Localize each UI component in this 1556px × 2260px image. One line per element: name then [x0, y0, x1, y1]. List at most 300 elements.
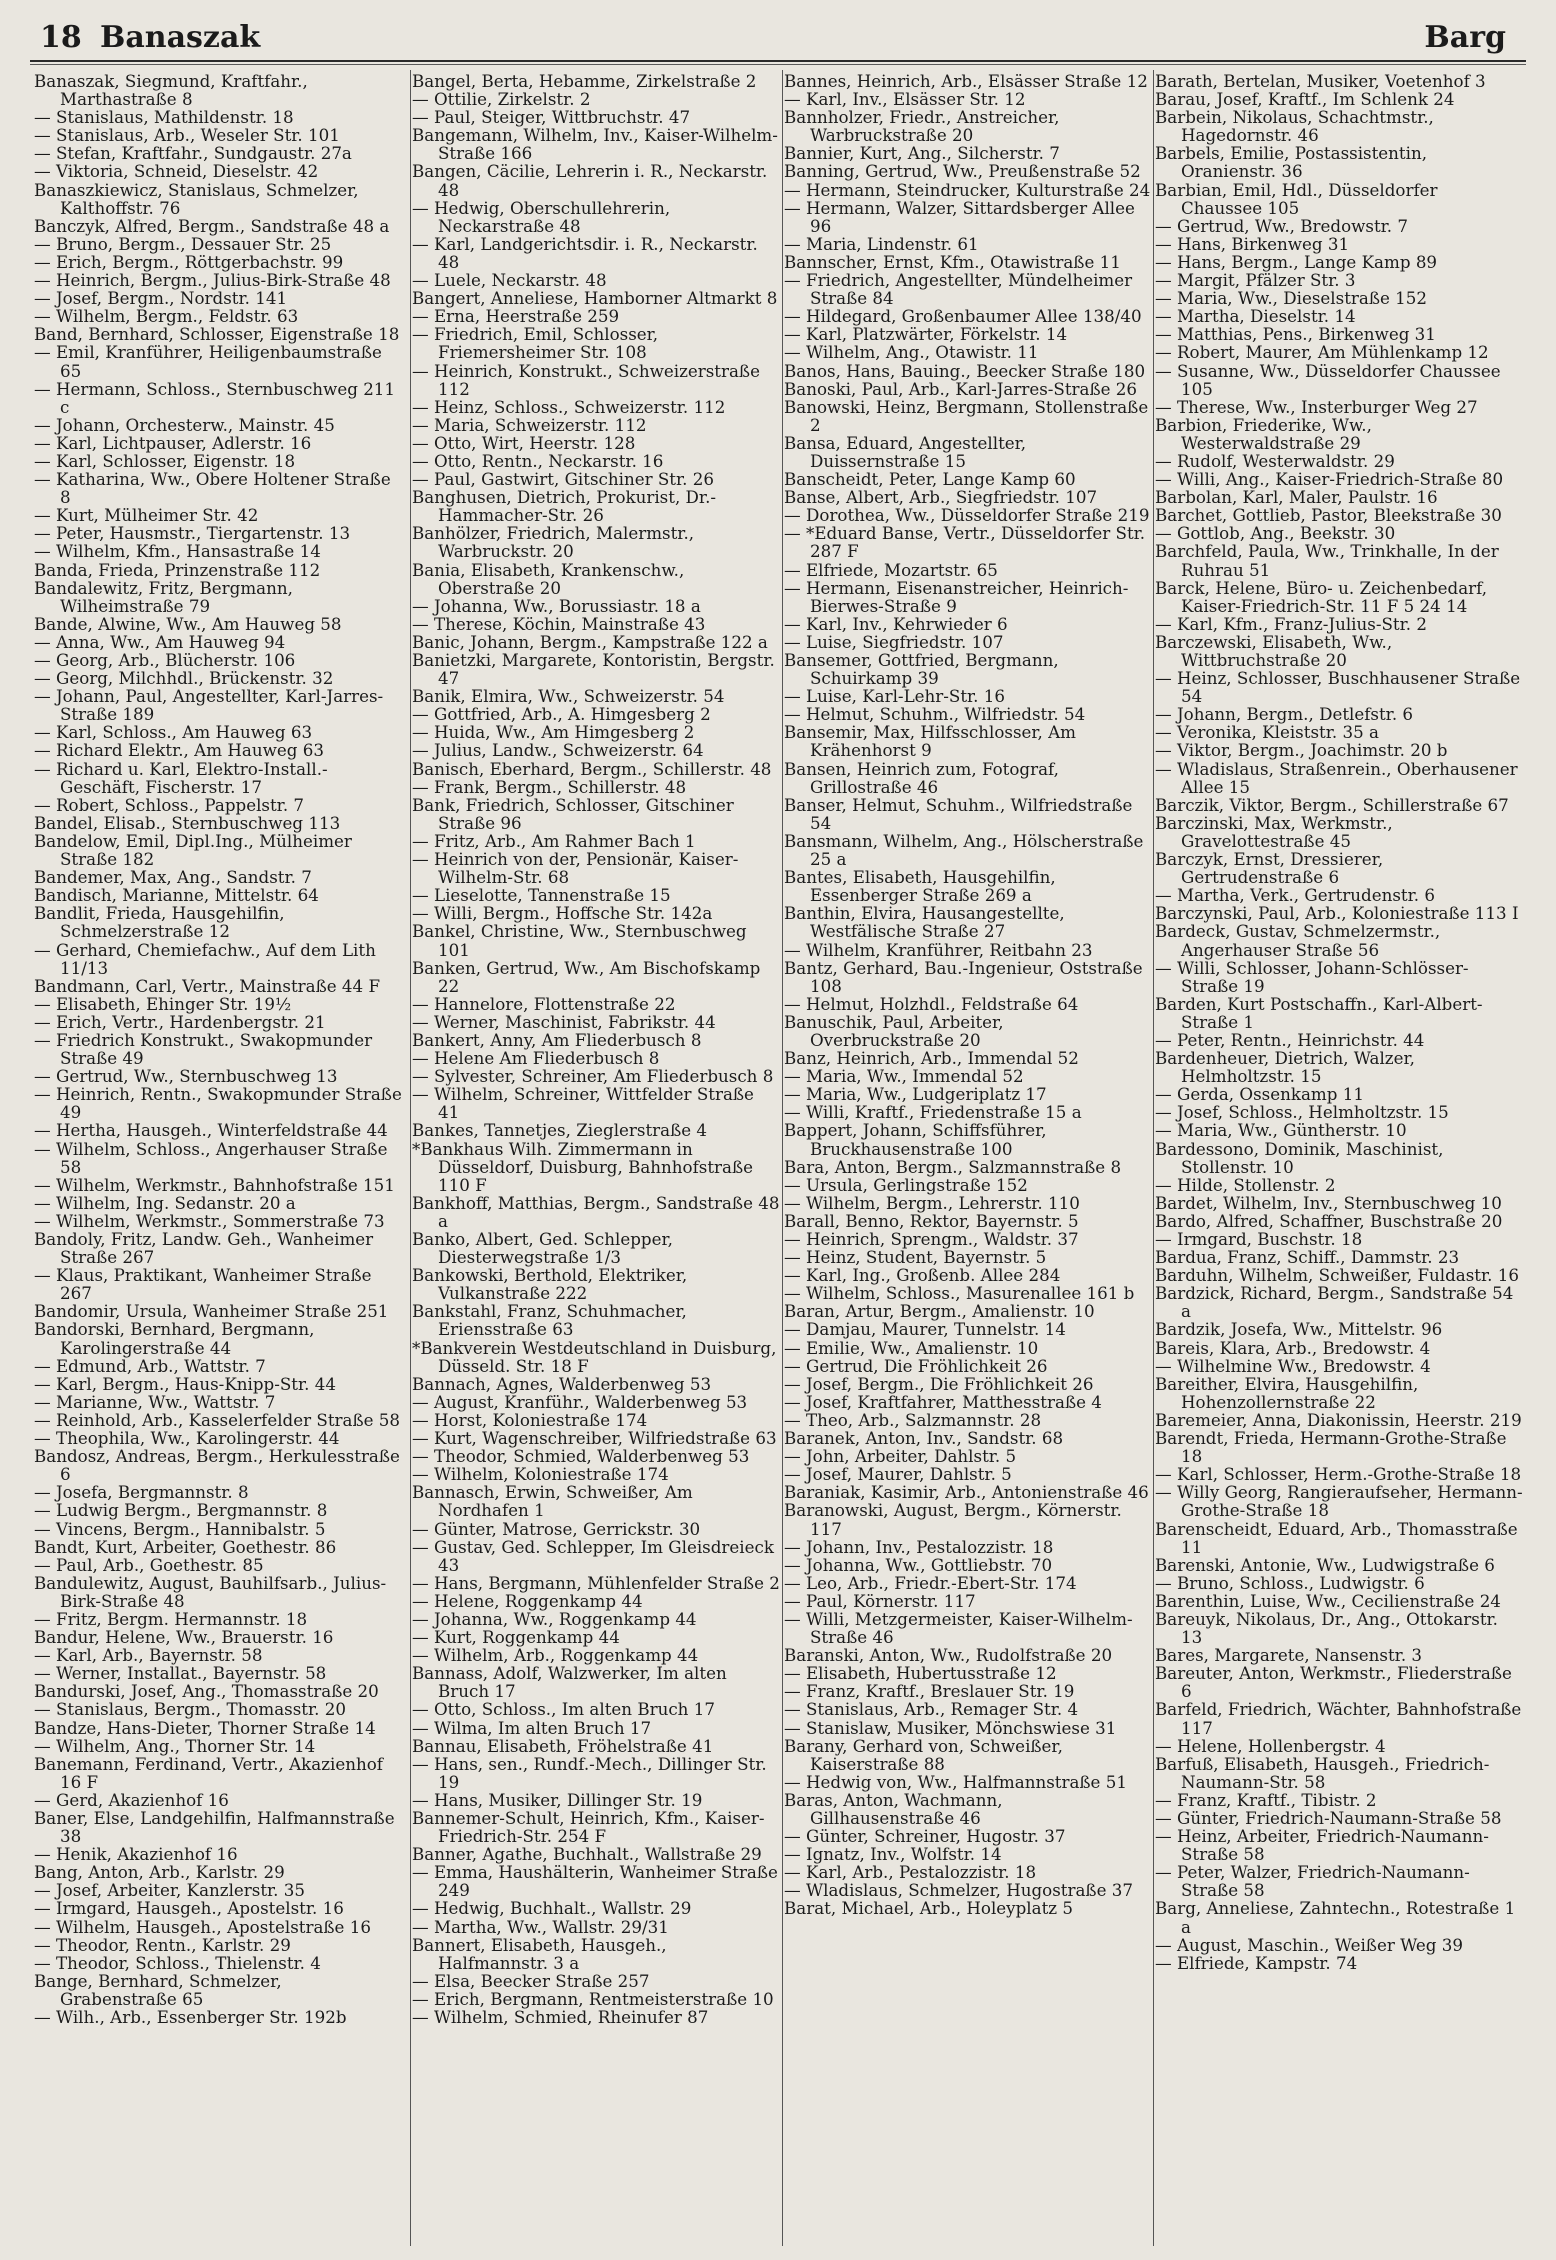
directory-entry: Bannscher, Ernst, Kfm., Otawistraße 11 — [784, 251, 1121, 272]
directory-entry: — Georg, Arb., Blücherstr. 106 — [34, 650, 296, 670]
directory-entry: — Maria, Ww., Dieselstraße 152 — [1155, 288, 1428, 309]
directory-entry: — Johanna, Ww., Roggenkamp 44 — [412, 1608, 697, 1629]
directory-entry: — *Eduard Banse, Vertr., Düsseldorfer Str. 287 F — [784, 523, 1146, 562]
directory-entry: Barbein, Nikolaus, Schachtmstr., Hagedornstr. 46 — [1155, 107, 1434, 146]
directory-entry: — Josef, Kraftfahrer, Matthesstraße 4 — [784, 1391, 1102, 1412]
directory-entry: Bankhoff, Matthias, Bergm., Sandstraße 48 a — [412, 1192, 780, 1231]
directory-entry: — Wilhelm, Arb., Roggenkamp 44 — [412, 1645, 699, 1666]
directory-entry: — Erich, Vertr., Hardenbergstr. 21 — [34, 1011, 326, 1032]
directory-entry: — Peter, Walzer, Friedrich-Naumann-Straße 58 — [1155, 1862, 1470, 1901]
directory-entry: Banos, Hans, Bauing., Beecker Straße 180 — [784, 360, 1146, 381]
directory-entry: — Kurt, Roggenkamp 44 — [412, 1627, 620, 1648]
directory-entry: — Willi, Ang., Kaiser-Friedrich-Straße 80 — [1155, 469, 1504, 490]
directory-entry: Banhölzer, Friedrich, Malermstr., Warbruckstr. 20 — [412, 523, 695, 562]
directory-entry: — Lieselotte, Tannenstraße 15 — [412, 885, 671, 906]
directory-entry: — Viktor, Bergm., Joachimstr. 20 b — [1155, 740, 1448, 761]
directory-entry: — Robert, Schloss., Pappelstr. 7 — [34, 794, 305, 815]
directory-entry: — Wilhelm, Hausgeh., Apostelstraße 16 — [34, 1916, 371, 1937]
directory-entry: Banning, Gertrud, Ww., Preußenstraße 52 — [784, 161, 1141, 182]
directory-entry: Bangert, Anneliese, Hamborner Altmarkt 8 — [412, 288, 778, 309]
directory-entry: — Josefa, Bergmannstr. 8 — [34, 1482, 249, 1503]
directory-entry: Bardua, Franz, Schiff., Dammstr. 23 — [1155, 1247, 1460, 1268]
directory-entry: — Viktoria, Schneid, Dieselstr. 42 — [34, 161, 319, 182]
directory-entry: Bandurski, Josef, Ang., Thomasstraße 20 — [34, 1681, 379, 1702]
directory-entry: — Erna, Heerstraße 259 — [412, 306, 620, 327]
directory-entry: — Paul, Körnerstr. 117 — [784, 1590, 976, 1611]
directory-entry: — Luise, Karl-Lehr-Str. 16 — [784, 686, 1006, 707]
directory-entry: Band, Bernhard, Schlosser, Eigenstraße 18 — [34, 324, 400, 345]
directory-entry: — Therese, Ww., Insterburger Weg 27 — [1155, 396, 1478, 417]
directory-entry: Bannholzer, Friedr., Anstreicher, Warbruckstraße 20 — [784, 107, 1060, 146]
directory-entry: Bantes, Elisabeth, Hausgehilfin, Essenberger Straße 269 a — [784, 867, 1056, 906]
directory-entry: *Bankverein Westdeutschland in Duisburg, Düsseld. Str. 18 F — [412, 1337, 777, 1376]
directory-entry: — Gertrud, Ww., Sternbuschweg 13 — [34, 1066, 338, 1087]
directory-entry: — Hermann, Steindrucker, Kulturstraße 24 — [784, 179, 1151, 200]
directory-entry: Bappert, Johann, Schiffsführer, Bruckhausenstraße 100 — [784, 1120, 1047, 1159]
directory-entry: — Luele, Neckarstr. 48 — [412, 270, 607, 291]
directory-entry: Bansmann, Wilhelm, Ang., Hölscherstraße 25 a — [784, 830, 1144, 870]
directory-entry: — Theodor, Schloss., Thielenstr. 4 — [34, 1952, 321, 1973]
directory-entry: Bara, Anton, Bergm., Salzmannstraße 8 — [784, 1156, 1122, 1177]
directory-entry: Barau, Josef, Kraftf., Im Schlenk 24 — [1155, 89, 1455, 110]
directory-entry: — Hedwig von, Ww., Halfmannstraße 51 — [784, 1771, 1127, 1792]
directory-entry: Barall, Benno, Rektor, Bayernstr. 5 — [784, 1210, 1079, 1231]
directory-entry: Bandze, Hans-Dieter, Thorner Straße 14 — [34, 1717, 376, 1738]
directory-entry: — Leo, Arb., Friedr.-Ebert-Str. 174 — [784, 1572, 1077, 1593]
directory-entry: Banser, Helmut, Schuhm., Wilfriedstraße 54 — [784, 794, 1133, 833]
directory-entry: Bares, Margarete, Nansenstr. 3 — [1155, 1645, 1423, 1666]
directory-entry: — Wilhelm, Kranführer, Reitbahn 23 — [784, 939, 1093, 960]
directory-entry: — Helmut, Holzhdl., Feldstraße 64 — [784, 993, 1079, 1014]
right-running-head: Barg — [1424, 20, 1506, 55]
directory-entry: — Josef, Bergm., Die Fröhlichkeit 26 — [784, 1373, 1094, 1394]
directory-entry: — Günter, Schreiner, Hugostr. 37 — [784, 1826, 1066, 1847]
directory-entry: Barany, Gerhard von, Schweißer, Kaiserstraße 88 — [784, 1735, 1063, 1774]
directory-entry: — Elsa, Beecker Straße 257 — [412, 1970, 650, 1991]
directory-entry: — Emil, Kranführer, Heiligenbaumstraße 65 — [34, 342, 382, 381]
directory-entry: — Paul, Gastwirt, Gitschiner Str. 26 — [412, 469, 714, 490]
directory-entry: Bandomir, Ursula, Wanheimer Straße 251 — [34, 1301, 389, 1322]
directory-entry: — Gerd, Akazienhof 16 — [34, 1789, 229, 1810]
directory-entry: — Theodor, Rentn., Karlstr. 29 — [34, 1934, 291, 1955]
directory-entry: — Willy Georg, Rangieraufseher, Hermann-Grothe-Straße 18 — [1155, 1482, 1523, 1521]
directory-entry: Bankert, Anny, Am Fliederbusch 8 — [412, 1029, 702, 1050]
directory-entry: — Willi, Metzgermeister, Kaiser-Wilhelm-Straße 46 — [784, 1608, 1133, 1648]
directory-entry: — Vincens, Bergm., Hannibalstr. 5 — [34, 1518, 326, 1539]
directory-entry: — Willi, Schlosser, Johann-Schlösser-Straße 19 — [1155, 957, 1469, 996]
directory-entry: — Karl, Schlosser, Eigenstr. 18 — [34, 450, 296, 471]
directory-entry: — Karl, Kfm., Franz-Julius-Str. 2 — [1155, 613, 1427, 634]
directory-entry: Baraniak, Kasimir, Arb., Antonienstraße 46 — [784, 1482, 1149, 1503]
directory-entry: *Bankhaus Wilh. Zimmermann in Düsseldorf, Duisburg, Bahnhofstraße 110 F — [412, 1138, 753, 1195]
directory-entry: — Anna, Ww., Am Hauweg 94 — [34, 631, 286, 652]
directory-entry: — Susanne, Ww., Düsseldorfer Chaussee 105 — [1155, 360, 1501, 399]
directory-entry: — John, Arbeiter, Dahlstr. 5 — [784, 1446, 1017, 1467]
directory-entry: Bareis, Klara, Arb., Bredowstr. 4 — [1155, 1337, 1431, 1358]
directory-entry: Baran, Artur, Bergm., Amalienstr. 10 — [784, 1301, 1095, 1322]
directory-entry: — Hermann, Walzer, Sittardsberger Allee 96 — [784, 197, 1135, 236]
directory-entry: — Karl, Arb., Pestalozzistr. 18 — [784, 1862, 1037, 1883]
directory-entry: — Fritz, Bergm. Hermannstr. 18 — [34, 1608, 308, 1629]
directory-entry: — Wilhelm, Bergm., Feldstr. 63 — [34, 306, 299, 327]
directory-entry: — Gertrud, Ww., Bredowstr. 7 — [1155, 215, 1409, 236]
directory-entry: — Georg, Milchhdl., Brückenstr. 32 — [34, 668, 334, 689]
directory-entry: Banowski, Heinz, Bergmann, Stollenstraße 2 — [784, 396, 1149, 435]
directory-entry: Barbian, Emil, Hdl., Düsseldorfer Chaussee 105 — [1155, 179, 1438, 218]
directory-entry: — Theo, Arb., Salzmannstr. 28 — [784, 1409, 1042, 1430]
directory-entry: — Therese, Köchin, Mainstraße 43 — [412, 613, 706, 634]
directory-entry: — Karl, Inv., Elsässer Str. 12 — [784, 89, 1026, 110]
directory-entry: Baranek, Anton, Inv., Sandstr. 68 — [784, 1428, 1064, 1449]
directory-entry: Bannasch, Erwin, Schweißer, Am Nordhafen 1 — [412, 1482, 693, 1521]
directory-entry: Bandisch, Marianne, Mittelstr. 64 — [34, 885, 319, 906]
directory-entry: Banczyk, Alfred, Bergm., Sandstraße 48 a — [34, 215, 390, 236]
directory-entry: — Theophila, Ww., Karolingerstr. 44 — [34, 1428, 340, 1449]
directory-entry: — Kurt, Mülheimer Str. 42 — [34, 505, 259, 526]
directory-entry: Barczik, Viktor, Bergm., Schillerstraße 67 — [1155, 794, 1509, 815]
directory-entry: Banken, Gertrud, Ww., Am Bischofskamp 22 — [412, 957, 761, 996]
directory-entry: Bande, Alwine, Ww., Am Hauweg 58 — [34, 613, 342, 634]
directory-entry: Barbion, Friederike, Ww., Westerwaldstraße 29 — [1155, 414, 1372, 453]
directory-entry: — Damjau, Maurer, Tunnelstr. 14 — [784, 1319, 1066, 1340]
directory-entry: — Willi, Bergm., Hoffsche Str. 142a — [412, 903, 713, 924]
directory-entry: — Josef, Bergm., Nordstr. 141 — [34, 288, 288, 309]
directory-entry: — Wilhelm, Schmied, Rheinufer 87 — [412, 2007, 709, 2027]
directory-entry: — Wilhelm, Schloss., Angerhauser Straße 58 — [34, 1138, 388, 1177]
directory-entry: — Gustav, Ged. Schlepper, Im Gleisdreieck 43 — [412, 1536, 774, 1575]
directory-entry: — Karl, Inv., Kehrwieder 6 — [784, 613, 1008, 634]
directory-entry: — Günter, Matrose, Gerrickstr. 30 — [412, 1518, 701, 1539]
page-number: 18 — [40, 20, 82, 55]
directory-entry: Bannau, Elisabeth, Fröhelstraße 41 — [412, 1735, 714, 1756]
directory-entry: — Helene, Roggenkamp 44 — [412, 1590, 643, 1611]
directory-entry: Banisch, Eberhard, Bergm., Schillerstr. 48 — [412, 758, 772, 779]
directory-entry: — Karl, Lichtpauser, Adlerstr. 16 — [34, 432, 312, 453]
directory-entry: Baranowski, August, Bergm., Körnerstr. 117 — [784, 1500, 1122, 1539]
directory-entry: — Karl, Arb., Bayernstr. 58 — [34, 1645, 263, 1666]
directory-entry: — Robert, Maurer, Am Mühlenkamp 12 — [1155, 342, 1489, 363]
directory-entry: — Hermann, Eisenanstreicher, Heinrich-Bierwes-Straße 9 — [784, 577, 1129, 616]
directory-entry: — Martha, Ww., Wallstr. 29/31 — [412, 1916, 669, 1937]
directory-entry: Barenthin, Luise, Ww., Cecilienstraße 24 — [1155, 1590, 1501, 1611]
directory-entry: — Paul, Arb., Goethestr. 85 — [34, 1554, 264, 1575]
directory-entry: Bardet, Wilhelm, Inv., Sternbuschweg 10 — [1155, 1192, 1502, 1213]
directory-entry: Bardo, Alfred, Schaffner, Buschstraße 20 — [1155, 1210, 1503, 1231]
directory-entry: — Edmund, Arb., Wattstr. 7 — [34, 1355, 266, 1376]
directory-entry: — Hilde, Stollenstr. 2 — [1155, 1174, 1336, 1195]
directory-entry: — Heinrich, Bergm., Julius-Birk-Straße 48 — [34, 270, 391, 291]
directory-entry: — Sylvester, Schreiner, Am Fliederbusch 8 — [412, 1066, 774, 1087]
directory-entry: — Karl, Platzwärter, Förkelstr. 14 — [784, 324, 1068, 345]
directory-entry: Bardeck, Gustav, Schmelzermstr., Angerhauser Straße 56 — [1155, 921, 1441, 960]
directory-entry: Banghusen, Dietrich, Prokurist, Dr.-Hammacher-Str. 26 — [412, 487, 717, 526]
directory-entry: — Hans, Birkenweg 31 — [1155, 233, 1350, 254]
directory-entry: — Marianne, Ww., Wattstr. 7 — [34, 1391, 276, 1412]
directory-entry: — Ludwig Bergm., Bergmannstr. 8 — [34, 1500, 328, 1521]
directory-entry: — Hans, sen., Rundf.-Mech., Dillinger Str. 19 — [412, 1753, 767, 1792]
directory-entry: Barat, Michael, Arb., Holeyplatz 5 — [784, 1898, 1073, 1918]
header-rule-thin — [30, 64, 1526, 65]
directory-entry: — Werner, Installat., Bayernstr. 58 — [34, 1663, 327, 1684]
directory-entry: — Heinrich, Sprengm., Waldstr. 37 — [784, 1229, 1079, 1249]
directory-entry: Barbolan, Karl, Maler, Paulstr. 16 — [1155, 487, 1438, 508]
directory-entry: Bankes, Tannetjes, Zieglerstraße 4 — [412, 1120, 708, 1141]
directory-entry: — Hedwig, Oberschullehrerin, Neckarstraße 48 — [412, 197, 671, 236]
directory-entry: — Karl, Schlosser, Herm.-Grothe-Straße 18 — [1155, 1464, 1522, 1485]
directory-entry: — Heinz, Student, Bayernstr. 5 — [784, 1247, 1047, 1268]
directory-entry: — Bruno, Bergm., Dessauer Str. 25 — [34, 233, 332, 254]
directory-entry: — Peter, Hausmstr., Tiergartenstr. 13 — [34, 523, 351, 544]
directory-entry: — Huida, Ww., Am Himgesberg 2 — [412, 722, 695, 743]
directory-entry: — Dorothea, Ww., Düsseldorfer Straße 219 — [784, 505, 1150, 526]
directory-entry: Banemann, Ferdinand, Vertr., Akazienhof 16 F — [34, 1753, 383, 1792]
directory-entry: — Wilhelm, Werkmstr., Sommerstraße 73 — [34, 1210, 385, 1231]
directory-entry: Bandlit, Frieda, Hausgehilfin, Schmelzerstraße 12 — [34, 903, 285, 942]
directory-entry: — Gottlob, Ang., Beekstr. 30 — [1155, 523, 1396, 544]
directory-entry: Banik, Elmira, Ww., Schweizerstr. 54 — [412, 686, 725, 707]
directory-entry: — Johann, Paul, Angestellter, Karl-Jarres-Straße 189 — [34, 686, 384, 725]
directory-entry: — Wladislaus, Schmelzer, Hugostraße 37 — [784, 1880, 1133, 1901]
directory-entry: — Franz, Kraftf., Breslauer Str. 19 — [784, 1681, 1075, 1702]
directory-entry: Bansemir, Max, Hilfsschlosser, Am Krähenhorst 9 — [784, 722, 1077, 761]
directory-entry: — Wilhelm, Schreiner, Wittfelder Straße 41 — [412, 1084, 754, 1123]
directory-entry: Bansemer, Gottfried, Bergmann, Schuirkamp 39 — [784, 650, 1059, 689]
directory-entry: — Julius, Landw., Schweizerstr. 64 — [412, 740, 704, 761]
header-rule — [30, 60, 1526, 62]
directory-entry: Bareuter, Anton, Werkmstr., Fliederstraße 6 — [1155, 1663, 1512, 1702]
directory-entry: — Franz, Kraftf., Tibistr. 2 — [1155, 1789, 1377, 1810]
directory-entry: Bannert, Elisabeth, Hausgeh., Halfmannstr. 3 a — [412, 1934, 667, 1973]
directory-entry: Banscheidt, Peter, Lange Kamp 60 — [784, 469, 1076, 490]
directory-entry: — Frank, Bergm., Schillerstr. 48 — [412, 776, 687, 797]
directory-entry: Bantz, Gerhard, Bau.-Ingenieur, Oststraße 108 — [784, 957, 1143, 996]
directory-entry: — Heinz, Schloss., Schweizerstr. 112 — [412, 396, 726, 417]
directory-entry: Banko, Albert, Ged. Schlepper, Diesterwegstraße 1/3 — [412, 1229, 673, 1268]
directory-entry: — Matthias, Pens., Birkenweg 31 — [1155, 324, 1436, 345]
directory-entry: Bankel, Christine, Ww., Sternbuschweg 101 — [412, 921, 747, 960]
directory-entry: — Theodor, Schmied, Walderbenweg 53 — [412, 1446, 750, 1467]
directory-entry: — Horst, Koloniestraße 174 — [412, 1409, 648, 1430]
directory-entry: Bang, Anton, Arb., Karlstr. 29 — [34, 1862, 285, 1883]
directory-entry: Banoski, Paul, Arb., Karl-Jarres-Straße 26 — [784, 378, 1138, 399]
directory-entry: — Wilhelm, Kfm., Hansastraße 14 — [34, 541, 321, 562]
directory-entry: — Maria, Ww., Immendal 52 — [784, 1066, 1024, 1087]
column-divider — [1153, 70, 1154, 2246]
directory-entry: — Wilhelm, Koloniestraße 174 — [412, 1464, 669, 1485]
directory-entry: — Gertrud, Die Fröhlichkeit 26 — [784, 1355, 1048, 1376]
directory-entry: — Johann, Inv., Pestalozzistr. 18 — [784, 1536, 1054, 1557]
directory-entry: Bandt, Kurt, Arbeiter, Goethestr. 86 — [34, 1536, 337, 1557]
directory-entry: — Martha, Dieselstr. 14 — [1155, 306, 1356, 327]
directory-entry: — Heinz, Arbeiter, Friedrich-Naumann-Straße 58 — [1155, 1826, 1489, 1865]
directory-entry: Bannes, Heinrich, Arb., Elsässer Straße 12 — [784, 72, 1148, 91]
directory-entry: — Johanna, Ww., Borussiastr. 18 a — [412, 595, 701, 616]
directory-entry: Barenscheidt, Eduard, Arb., Thomasstraße 11 — [1155, 1518, 1518, 1557]
directory-entry: — Maria, Ww., Güntherstr. 10 — [1155, 1120, 1407, 1141]
directory-entry: Bandmann, Carl, Vertr., Mainstraße 44 F — [34, 975, 381, 996]
directory-entry: Baranski, Anton, Ww., Rudolfstraße 20 — [784, 1645, 1113, 1666]
directory-entry: Bandulewitz, August, Bauhilfsarb., Julius-Birk-Straße 48 — [34, 1572, 387, 1611]
directory-entry: Bangel, Berta, Hebamme, Zirkelstraße 2 — [412, 72, 757, 91]
directory-entry: — Hannelore, Flottenstraße 22 — [412, 993, 676, 1014]
directory-entry: — Wilhelm, Ing. Sedanstr. 20 a — [34, 1192, 296, 1213]
directory-entry: — Heinrich, Rentn., Swakopmunder Straße 49 — [34, 1084, 402, 1123]
directory-entry: Barduhn, Wilhelm, Schweißer, Fuldastr. 16 — [1155, 1265, 1519, 1286]
directory-entry: — Erich, Bergmann, Rentmeisterstraße 10 — [412, 1988, 774, 2009]
directory-entry: — Wladislaus, Straßenrein., Oberhausener Allee 15 — [1155, 758, 1518, 797]
directory-entry: — Wilma, Im alten Bruch 17 — [412, 1717, 652, 1738]
directory-entry: Barczynski, Paul, Arb., Koloniestraße 113 I — [1155, 903, 1519, 924]
directory-entry: Barczinski, Max, Werkmstr., Gravelottestraße 45 — [1155, 812, 1393, 851]
directory-entry: Banse, Albert, Arb., Siegfriedstr. 107 — [784, 487, 1098, 508]
directory-entry: — Josef, Maurer, Dahlstr. 5 — [784, 1464, 1012, 1485]
directory-entry: Bannemer-Schult, Heinrich, Kfm., Kaiser-Friedrich-Str. 254 F — [412, 1808, 765, 1847]
directory-entry: Baremeier, Anna, Diakonissin, Heerstr. 219 — [1155, 1409, 1522, 1430]
directory-entry: — Elfriede, Kampstr. 74 — [1155, 1952, 1358, 1972]
directory-entry: — Elfriede, Mozartstr. 65 — [784, 559, 998, 580]
directory-entry: — Josef, Schloss., Helmholtzstr. 15 — [1155, 1102, 1449, 1123]
directory-entry: Banietzki, Margarete, Kontoristin, Bergstr. 47 — [412, 650, 775, 689]
directory-entry: — Katharina, Ww., Obere Holtener Straße 8 — [34, 469, 391, 508]
column-3 — [784, 72, 1152, 1918]
directory-entry: — Wilhelm, Ang., Thorner Str. 14 — [34, 1735, 316, 1756]
directory-entry: Barfuß, Elisabeth, Hausgeh., Friedrich-Naumann-Str. 58 — [1155, 1753, 1490, 1792]
directory-entry: Bandosz, Andreas, Bergm., Herkulesstraße 6 — [34, 1446, 400, 1485]
directory-entry: — Erich, Bergm., Röttgerbachstr. 99 — [34, 251, 344, 272]
column-4 — [1155, 72, 1523, 1972]
directory-entry: Baras, Anton, Wachmann, Gillhausenstraße 46 — [784, 1789, 1003, 1828]
directory-entry: Bardzick, Richard, Bergm., Sandstraße 54 a — [1155, 1283, 1514, 1322]
directory-entry: — Maria, Ww., Ludgeriplatz 17 — [784, 1084, 1047, 1105]
directory-entry: — Veronika, Kleiststr. 35 a — [1155, 722, 1379, 743]
directory-entry: — Elisabeth, Hubertusstraße 12 — [784, 1663, 1057, 1684]
directory-entry: — Friedrich Konstrukt., Swakopmunder Straße 49 — [34, 1029, 373, 1069]
directory-entry: Bankowski, Berthold, Elektriker, Vulkanstraße 222 — [412, 1265, 688, 1304]
directory-entry: Bandorski, Bernhard, Bergmann, Karolingerstraße 44 — [34, 1319, 315, 1358]
directory-entry: — Friedrich, Emil, Schlosser, Friemersheimer Str. 108 — [412, 324, 659, 363]
directory-entry: Barfeld, Friedrich, Wächter, Bahnhofstraße 117 — [1155, 1699, 1522, 1738]
directory-entry: Barg, Anneliese, Zahntechn., Rotestraße 1 a — [1155, 1898, 1516, 1937]
directory-entry: — Stefan, Kraftfahr., Sundgaustr. 27a — [34, 143, 352, 164]
directory-entry: Banic, Johann, Bergm., Kampstraße 122 a — [412, 631, 768, 652]
directory-entry: Barchfeld, Paula, Ww., Trinkhalle, In der Ruhrau 51 — [1155, 541, 1499, 580]
left-running-head: Banaszak — [100, 20, 261, 55]
directory-entry: — Emma, Haushälterin, Wanheimer Straße 249 — [412, 1862, 778, 1901]
column-divider — [782, 70, 783, 2246]
directory-entry: Barczewski, Elisabeth, Ww., Wittbruchstraße 20 — [1155, 631, 1393, 670]
directory-entry: — Luise, Siegfriedstr. 107 — [784, 631, 1004, 652]
directory-entry: — Ursula, Gerlingstraße 152 — [784, 1174, 1028, 1195]
directory-entry: — Karl, Bergm., Haus-Knipp-Str. 44 — [34, 1373, 336, 1394]
directory-entry: — Hermann, Schloss., Sternbuschweg 211 c — [34, 378, 396, 417]
directory-entry: Bannier, Kurt, Ang., Silcherstr. 7 — [784, 143, 1060, 164]
directory-entry: Bangen, Cäcilie, Lehrerin i. R., Neckarstr. 48 — [412, 161, 768, 200]
directory-entry: — Hedwig, Buchhalt., Wallstr. 29 — [412, 1898, 692, 1919]
directory-entry: — Stanislaus, Arb., Remager Str. 4 — [784, 1699, 1079, 1720]
directory-entry: — Peter, Rentn., Heinrichstr. 44 — [1155, 1029, 1425, 1050]
column-2 — [412, 72, 780, 2026]
directory-entry: Barczyk, Ernst, Dressierer, Gertrudenstraße 6 — [1155, 849, 1384, 888]
directory-entry: Bansen, Heinrich zum, Fotograf, Grillostraße 46 — [784, 758, 1059, 797]
directory-entry: — Wilhelmine Ww., Bredowstr. 4 — [1155, 1355, 1431, 1376]
directory-entry: — Maria, Schweizerstr. 112 — [412, 414, 647, 435]
directory-entry: — Stanislaus, Arb., Weseler Str. 101 — [34, 125, 340, 146]
directory-entry: — Stanislaus, Bergm., Thomasstr. 20 — [34, 1699, 346, 1720]
directory-entry: — Wilhelm, Ang., Otawistr. 11 — [784, 342, 1039, 363]
directory-entry: — Werner, Maschinist, Fabrikstr. 44 — [412, 1011, 716, 1032]
directory-entry: — Hans, Bergm., Lange Kamp 89 — [1155, 251, 1438, 272]
directory-entry: Bardessono, Dominik, Maschinist, Stollenstr. 10 — [1155, 1138, 1444, 1177]
directory-entry: — Gerhard, Chemiefachw., Auf dem Lith 11/13 — [34, 939, 376, 978]
directory-entry: — Paul, Steiger, Wittbruchstr. 47 — [412, 107, 691, 128]
directory-entry: — Johanna, Ww., Gottliebstr. 70 — [784, 1554, 1053, 1575]
directory-entry: Banuschik, Paul, Arbeiter, Overbruckstraße 20 — [784, 1011, 1004, 1050]
directory-entry: — Martha, Verk., Gertrudenstr. 6 — [1155, 885, 1435, 906]
directory-entry: Bansa, Eduard, Angestellter, Duissernstraße 15 — [784, 432, 1027, 471]
directory-entry: Barbels, Emilie, Postassistentin, Oranienstr. 36 — [1155, 143, 1428, 182]
directory-entry: Baner, Else, Landgehilfin, Halfmannstraße 38 — [34, 1808, 395, 1847]
directory-entry: Barchet, Gottlieb, Pastor, Bleekstraße 30 — [1155, 505, 1502, 526]
directory-entry: — Josef, Arbeiter, Kanzlerstr. 35 — [34, 1880, 306, 1901]
directory-entry: — Otto, Schloss., Im alten Bruch 17 — [412, 1699, 715, 1720]
directory-entry: Barenski, Antonie, Ww., Ludwigstraße 6 — [1155, 1554, 1495, 1575]
directory-entry: — Kurt, Wagenschreiber, Wilfriedstraße 63 — [412, 1428, 777, 1449]
directory-entry: Bania, Elisabeth, Krankenschw., Oberstraße 20 — [412, 559, 685, 598]
directory-entry: — Hertha, Hausgeh., Winterfeldstraße 44 — [34, 1120, 388, 1141]
directory-entry: — Karl, Landgerichtsdir. i. R., Neckarstr. 48 — [412, 233, 758, 272]
directory-entry: — Wilh., Arb., Essenberger Str. 192b — [34, 2007, 347, 2027]
directory-entry: — Maria, Lindenstr. 61 — [784, 233, 979, 254]
directory-entry: Banner, Agathe, Buchhalt., Wallstraße 29 — [412, 1844, 762, 1865]
directory-entry: — Margit, Pfälzer Str. 3 — [1155, 270, 1356, 291]
directory-entry: Banthin, Elvira, Hausangestellte, Westfälische Straße 27 — [784, 903, 1065, 942]
directory-entry: — Stanislaw, Musiker, Mönchswiese 31 — [784, 1717, 1117, 1738]
directory-entry: — Rudolf, Westerwaldstr. 29 — [1155, 450, 1395, 471]
directory-entry: — Helmut, Schuhm., Wilfriedstr. 54 — [784, 704, 1086, 725]
directory-entry: Bandemer, Max, Ang., Sandstr. 7 — [34, 867, 312, 888]
directory-entry: — Heinz, Schlosser, Buschhausener Straße 54 — [1155, 668, 1521, 707]
directory-entry: — Fritz, Arb., Am Rahmer Bach 1 — [412, 830, 696, 851]
directory-entry: Banaszkiewicz, Stanislaus, Schmelzer, Kalthoffstr. 76 — [34, 179, 359, 218]
directory-entry: — Helene Am Fliederbusch 8 — [412, 1048, 660, 1069]
column-divider — [410, 70, 411, 2246]
directory-entry: — Reinhold, Arb., Kasselerfelder Straße 58 — [34, 1409, 401, 1430]
directory-entry: — Heinrich, Konstrukt., Schweizerstraße 112 — [412, 360, 760, 399]
directory-entry: — Henik, Akazienhof 16 — [34, 1844, 238, 1865]
directory-entry: — Otto, Rentn., Neckarstr. 16 — [412, 450, 664, 471]
directory-entry: — Hans, Bergmann, Mühlenfelder Straße 2 — [412, 1572, 780, 1593]
directory-entry: — Heinrich von der, Pensionär, Kaiser-Wilhelm-Str. 68 — [412, 849, 739, 888]
directory-entry: — Irmgard, Hausgeh., Apostelstr. 16 — [34, 1898, 344, 1919]
directory-entry: — Friedrich, Angestellter, Mündelheimer Straße 84 — [784, 270, 1133, 309]
directory-entry: Bange, Bernhard, Schmelzer, Grabenstraße 65 — [34, 1970, 282, 2009]
directory-entry: — Gottfried, Arb., A. Himgesberg 2 — [412, 704, 711, 725]
page-header — [30, 14, 1526, 60]
directory-entry: Bankstahl, Franz, Schuhmacher, Eriensstraße 63 — [412, 1301, 687, 1340]
directory-entry: — Karl, Schloss., Am Hauweg 63 — [34, 722, 313, 743]
directory-entry: — Wilhelm, Bergm., Lehrerstr. 110 — [784, 1192, 1080, 1213]
directory-entry: — Richard u. Karl, Elektro-Install.-Geschäft, Fischerstr. 17 — [34, 758, 328, 797]
directory-entry: — Helene, Hollenbergstr. 4 — [1155, 1735, 1386, 1756]
directory-entry: — Wilhelm, Schloss., Masurenallee 161 b — [784, 1283, 1135, 1304]
directory-entry: — Bruno, Schloss., Ludwigstr. 6 — [1155, 1572, 1425, 1593]
directory-entry: Bareuyk, Nikolaus, Dr., Ang., Ottokarstr. 13 — [1155, 1608, 1498, 1648]
directory-entry: Bandel, Elisab., Sternbuschweg 113 — [34, 812, 341, 833]
directory-entry: Bardzik, Josefa, Ww., Mittelstr. 96 — [1155, 1319, 1443, 1340]
directory-entry: — August, Kranführ., Walderbenweg 53 — [412, 1391, 748, 1412]
directory-entry: Bannass, Adolf, Walzwerker, Im alten Bruch 17 — [412, 1663, 727, 1702]
directory-entry: — Gerda, Ossenkamp 11 — [1155, 1084, 1364, 1105]
